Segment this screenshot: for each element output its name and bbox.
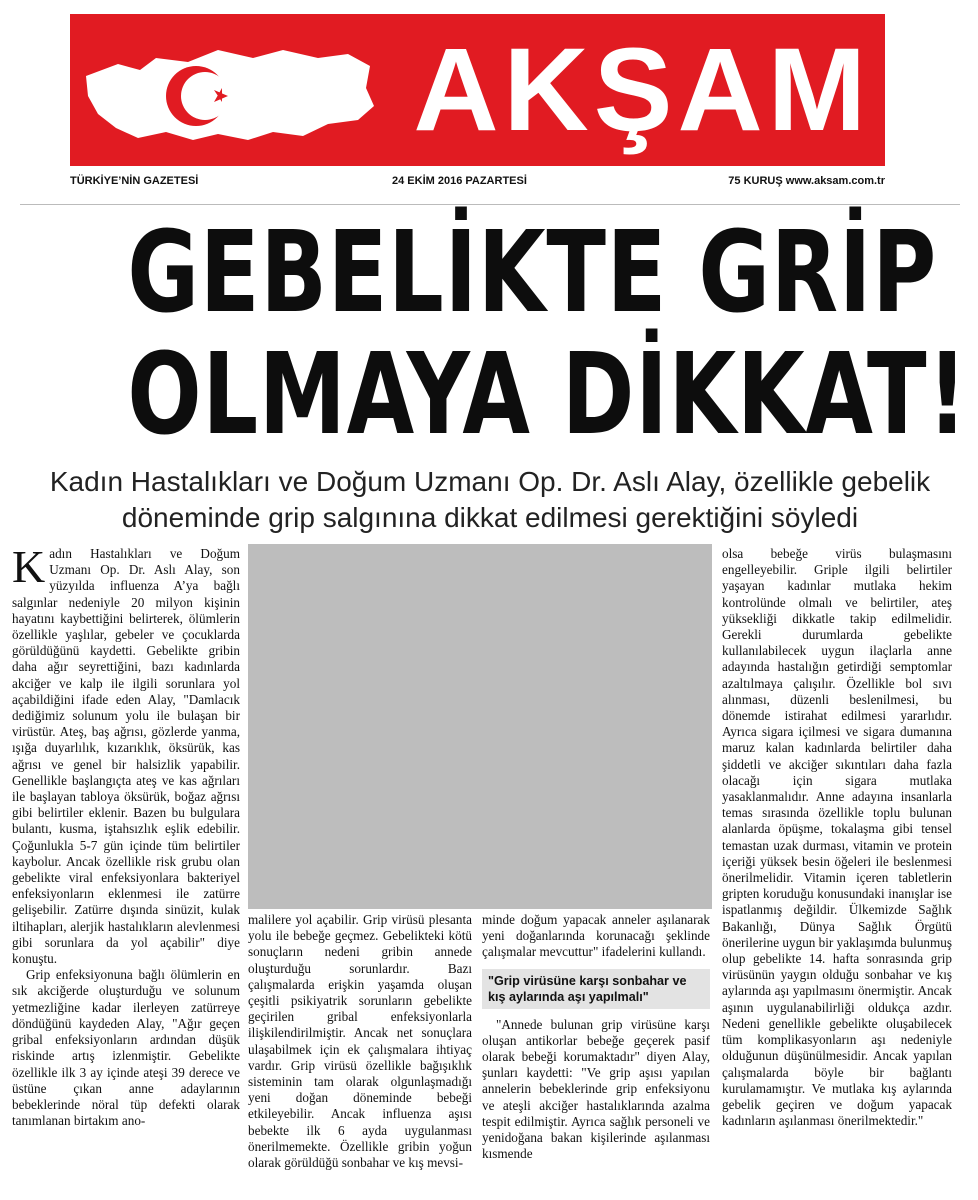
subheadline: Kadın Hastalıkları ve Doğum Uzmanı Op. Dr. Aslı Alay, özellikle gebelik döneminde grip salgınına dikkat edilmesi gerektiğini söyledi: [49, 466, 931, 533]
article-column-4: [722, 546, 952, 1129]
tagline: TÜRKİYE’NİN GAZETESİ: [70, 175, 199, 187]
paragraph: malilere yol açabilir. Grip virüsü plesanta yolu ile bebeğe geçmez. Gebelikteki kötü sonuçların nedeni gribin annede oluşturduğu sorunlardır. Bazı çalışmalarda erişkin yaşamda oluşan çeşitli psikiyatrik sorunların gebelikte geçirilen gribal enfeksiyonlarla ilişkilendirilmiştir. Ancak net sonuçlara ulaşabilmek için ek çalışmalara ihtiyaç vardır. Grip virüsü özellikle bağışıklık sisteminin tam olarak olgunlaşmadığı yeni doğan döneminde bebeği etkileyebilir. Ancak influenza aşısı bebekte ilk 6 ayda uygulanması önerilmemekte. Özellikle gribin yoğun olarak görüldüğü sonbahar ve kış mevsi-: [248, 912, 472, 1171]
dateline: [70, 172, 885, 194]
headline-line-1: GEBELİKTE GRİP: [127, 208, 938, 338]
paragraph: Kadın Hastalıkları ve Doğum Uzmanı Op. Dr. Aslı Alay, son yüzyılda influenza A’ya bağlı salgınlar nedeniyle 20 milyon kişinin hayatını kaybettiğini belirterek, ölümlerin özellikle yaşlılar, gebeler ve çocuklarda görüldüğünü kaydetti. Gebelikte gribin daha ağır seyrettiğini, bazı kadınlarda akciğer ve kalp ile ilgili sorunlara yol açabildiğini ifade eden Alay, "Damlacık dediğimiz solunum yolu ile bulaşan bir virüstür. Ateş, baş ağrısı, gözlerde yanma, ışığa duyarlılık, kızarıklık, öksürük, kas ağrısı ve genel bir halsizlik yapabilir. Genellikle başlangıçta ateş ve kas ağrıları ile başlayan tabloya öksürük, boğaz ağrısı gibi belirtiler eklenir. Bazen bu bulgulara bulantı, kusma, iştahsızlık eşlik edebilir. Çoğunlukla 5-7 gün içinde tüm belirtiler kaybolur. Ancak özellikle risk grubu olan gebelikte viral enfeksiyonlara bakteriyel enfeksiyonların eklenmesi ile zatürre gelişebilir. Zatürre dışında sinüzit, kulak iltihapları, alerjik hastalıkların alevlenmesi gibi sorunlara da yol açabilir" diye konuştu.: [12, 541, 240, 967]
paragraph: olsa bebeğe virüs bulaşmasını engelleyebilir. Griple ilgili belirtiler yaşayan kadınlar mutlaka hekim kontrolünde olmalı ve belirtiler, ateş yüksekliği dikkatle takip edilmelidir. Gerekli durumlarda gebelikte kullanılabilecek uygun ilaçlarla anne adayında hastalığın getirdiği semptomlar azaltılmaya çalışılır. Özellikle bol sıvı alınması, düzenli beslenilmesi, bu dönemde istirahat edilmesi yararlıdır. Ayrıca sigara içilmesi ve sigara dumanına maruz kalan kadınlarda belirtiler daha şiddetli ve akciğer sıkıntıları daha fazla olacağı için sigara mutlaka yasaklanmalıdır. Anne adayına insanlarla temas sırasında özellikle toplu bulunan alanlarda öpüşme, tokalaşma gibi tensel temastan uzak durması, vitamin ve protein içeriği yüksek besin öğeleri ile beslenmesi önerilmelidir. Vitamin içeren tabletlerin gripten koruduğu konusundaki inanışlar ise ispatlanmış değildir. Ülkemizde Sağlık Bakanlığı, Dünya Sağlık Örgütü önerilerine uygun bir yaklaşımda bulunmuş olup gebelikte 14. hafta sonrasında grip virüsünün yaygın olduğu sonbahar ve kış aylarında aşı yapılmasını önermiştir. Ancak aşının uygulanabilirliği oldukça azdır. Nedeni genellikle gebelikte oluşabilecek tüm komplikasyonların aşı nedeniyle olduğunun düşünülmesidir. Ancak yapılan çalışmalarda böyle bir bağlantı kurulamamıştır. Ve mutlaka kış aylarında gebelik geçiren ve doğum yapacak kadınların aşılanması önerilmektedir.": [722, 546, 953, 1129]
drop-cap: K: [12, 541, 46, 592]
price-and-website: 75 KURUŞ www.aksam.com.tr: [728, 175, 885, 187]
paragraph: Grip enfeksiyonuna bağlı ölümlerin en sık akciğerde oluşturduğu ve solunum yetmezliğine kadar ilerleyen zatürreye döndüğünü kaydeden Alay, "Ağır geçen gribal enfeksiyonların ardından düşük riskinde artış izlenmiştir. Gebelikte özellikle ilk 3 ay içinde ateşi 39 derece ve üstüne çıkan anne adaylarının bebeklerinde nöral tüp defekti olarak tanımlanan birtakım ano-: [12, 967, 240, 1129]
article-photo: [248, 544, 712, 909]
headline-line-2: OLMAYA DİKKAT!: [127, 330, 969, 460]
issue-date: 24 EKİM 2016 PAZARTESİ: [392, 175, 527, 187]
divider: [20, 204, 960, 205]
newspaper-title: AKŞAM: [413, 24, 871, 156]
article-column-3: [482, 912, 710, 1162]
pull-quote: "Grip virüsüne karşı sonbahar ve kış aylarında aşı yapılmalı": [482, 969, 710, 1009]
masthead: [70, 14, 885, 166]
article-column-1: [12, 541, 240, 1129]
article-column-2: [248, 912, 472, 1171]
headline: [24, 208, 969, 460]
paragraph: minde doğum yapacak anneler aşılanarak yeni doğanlarında korunacağı şeklinde çalışmalar mevcuttur" ifadelerini kullandı.: [482, 912, 710, 960]
paragraph: "Annede bulunan grip virüsüne karşı oluşan antikorlar bebeğe geçerek pasif olarak bebeği korumaktadır" diyen Alay, şunları kaydetti: "Ve grip aşısı yapılan annelerin bebeklerinde grip enfeksiyonu ve ateşli akciğer hastalıklarında azalma tespit edilmiştir. Ayrıca sağlık personeli ve yenidoğana bakan kişilerinde aşılanması kısmende: [482, 1016, 710, 1162]
